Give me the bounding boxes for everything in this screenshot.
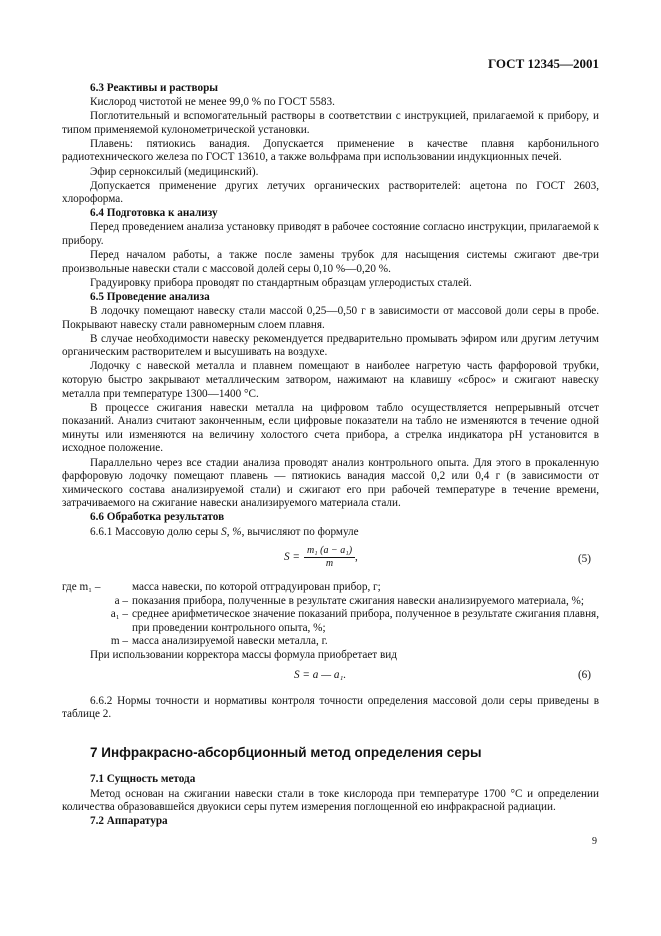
paragraph: Перед проведением анализа установку приводят в рабочее состояние согласно инструкции, прилагаемой к прибору.: [62, 221, 599, 248]
paragraph: В процессе сжигания навески металла на цифровом табло осуществляется непрерывный отсчет показаний. Анализ считают законченным, если цифровые показатели на табло не изменяются в течение одной минуты или изменяются на величину холостого счета прибора, а стрелка индикатора рН установится в исходное положение.: [62, 401, 599, 455]
definition-row: [62, 581, 599, 595]
fraction-numerator: m₁ (a − a₁): [304, 545, 355, 558]
paragraph: В лодочку помещают навеску стали массой 0,25—0,50 г в зависимости от массовой доли серы в пробе. Покрывают навеску стали равномерным слоем плавня.: [62, 305, 599, 331]
paragraph: Плавень: пятиокись ванадия. Допускается применение в качестве плавня карбонильного радиотехнического железа по ГОСТ 13610, а также вольфрама при использовании индукционных печей.: [62, 137, 599, 164]
definition-text: масса анализируемой навески металла, г.: [132, 635, 328, 648]
formula-variable: S, %: [221, 525, 242, 538]
definition-text: среднее арифметическое значение показаний прибора, полученное в результате сжигания плавня, при проведении контрольного опыта, %;: [132, 608, 599, 634]
paragraph-6-6-1: [62, 526, 599, 540]
fraction-denominator: m: [325, 558, 334, 570]
definition-symbol: где m₁ –: [62, 581, 101, 594]
paragraph: Кислород чистотой не менее 99,0 % по ГОСТ 5583.: [90, 96, 335, 109]
paragraph: Поглотительный и вспомогательный растворы в соответствии с инструкцией, прилагаемой к прибору, и типом применяемой кулонометрической установки.: [62, 110, 599, 136]
variable-definitions: [62, 581, 599, 649]
definition-row: [62, 595, 599, 609]
definition-symbol: a –: [114, 594, 128, 607]
definition-symbol: a₁ –: [110, 608, 128, 621]
definition-text: показания прибора, полученные в результате сжигания навески анализируемого материала, %;: [132, 594, 584, 607]
paragraph: Градуировку прибора проводят по стандартным образцам углеродистых сталей.: [90, 276, 472, 289]
page-number: 9: [592, 836, 597, 847]
section-heading-6-5: 6.5 Проведение анализа: [90, 290, 210, 303]
formula-6: [62, 667, 599, 687]
equation-number: (6): [577, 668, 591, 681]
text-run: , вычисляют по формуле: [241, 525, 359, 538]
paragraph-6-6-2: 6.6.2 Нормы точности и нормативы контроля точности определения массовой доли серы приведены в таблице 2.: [62, 694, 599, 721]
section-heading-6-6: 6.6 Обработка результатов: [90, 511, 225, 524]
paragraph: В случае необходимости навеску рекомендуется предварительно промывать эфиром или другим летучим органическим растворителем и высушивать на воздухе.: [62, 332, 599, 359]
formula-5: [62, 543, 599, 575]
page-body: [62, 82, 599, 829]
text-run: 6.6.1 Массовую долю серы: [90, 525, 222, 538]
formula-fraction: [304, 545, 355, 570]
section-heading-6-3: 6.3 Реактивы и растворы: [90, 82, 219, 94]
section-heading-7: 7 Инфракрасно-абсорбционный метод определения серы: [90, 744, 482, 760]
paragraph: Метод основан на сжигании навески стали в токе кислорода при температуре 1700 °С и определении количества образовавшейся двуокиси серы путем измерения поглощенной ею инфракрасной радиации.: [62, 787, 599, 814]
formula-lhs: S =: [284, 550, 300, 563]
formula-tail: ,: [355, 550, 358, 563]
section-heading-6-4: 6.4 Подготовка к анализу: [90, 207, 218, 220]
definition-row: [62, 635, 599, 649]
definition-text: масса навески, по которой отградуирован прибор, г;: [132, 581, 381, 594]
section-heading-7-1: 7.1 Сущность метода: [90, 773, 196, 786]
paragraph: Перед началом работы, а также после замены трубок для насыщения системы сжигают две-три произвольные навески стали с массовой долей серы 0,10 %—0,20 %.: [62, 249, 599, 275]
paragraph: Лодочку с навеской металла и плавнем помещают в наиболее нагретую часть фарфоровой трубки, которую быстро закрывают металлическим затвором, нажимают на клавишу «сброс» и сжигают навеску металла при температуре 1300—1400 °С.: [62, 360, 599, 400]
paragraph: Параллельно через все стадии анализа проводят анализ контрольного опыта. Для этого в прокаленную фарфоровую лодочку помещают плавень — пятиокись ванадия массой 0,2 или 0,4 г (в зависимости от химического состава анализируемой стали) и сжигают его при рабочей температуре в течение времени, затрачиваемого на сжигание навески анализируемого материала стали.: [62, 456, 599, 510]
paragraph: При использовании корректора массы формула приобретает вид: [90, 649, 397, 662]
equation-number: (5): [577, 553, 591, 566]
paragraph: Эфир серноксилый (медицинский).: [90, 165, 259, 178]
document-header: ГОСТ 12345—2001: [487, 56, 599, 71]
definition-symbol: m –: [110, 635, 128, 648]
section-heading-7-2: 7.2 Аппаратура: [90, 815, 168, 828]
paragraph: Допускается применение других летучих органических растворителей: ацетона по ГОСТ 2603, хлороформа.: [62, 179, 599, 206]
formula-expression: S = a — a₁.: [294, 668, 347, 681]
definition-row: [62, 608, 599, 635]
